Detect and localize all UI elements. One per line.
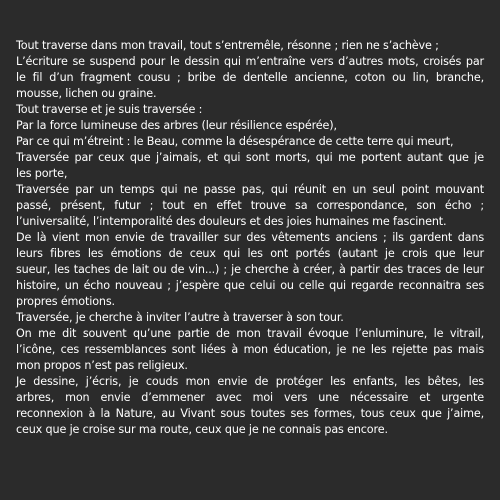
text-line-21: mon propos n’est pas religieux. [16, 359, 188, 372]
text-line-22: Je dessine, j’écris, je couds mon envie de protéger les enfants, les bêtes, les [16, 375, 484, 388]
text-line-20: l’icône, ces ressemblances sont liées à mon éducation, je ne les rejette pas mais [16, 343, 484, 356]
text-line-4: mousse, lichen ou graine. [16, 87, 157, 100]
text-line-15: sueur, les taches de lait ou de vin...) ; je cherche à créer, à partir des traces de leur [16, 263, 484, 276]
text-line-6: Par la force lumineuse des arbres (leur résilience espérée), [16, 119, 337, 132]
text-line-13: De là vient mon envie de travailler sur des vêtements anciens ; ils gardent dans [16, 231, 484, 244]
text-line-14: leurs fibres les émotions de ceux qui les ont portés (autant je crois que leur [16, 247, 484, 260]
text-line-3: le fil d’un fragment cousu ; bribe de dentelle ancienne, coton ou lin, branche, [16, 71, 484, 84]
text-line-18: Traversée, je cherche à inviter l’autre à traverser à son tour. [16, 311, 344, 324]
text-line-5: Tout traverse et je suis traversée : [16, 103, 203, 116]
text-line-9: les porte, [16, 167, 68, 180]
text-line-19: On me dit souvent qu’une partie de mon travail évoque l’enluminure, le vitrail, [16, 327, 484, 340]
text-line-23: arbres, mon envie d’emmener avec moi vers une nécessaire et urgente [16, 391, 484, 404]
text-line-10: Traversée par un temps qui ne passe pas, qui réunit en un seul point mouvant [16, 183, 484, 196]
text-line-11: passé, présent, futur ; tout en effet trouve sa correspondance, son écho ; [16, 199, 484, 212]
text-line-17: propres émotions. [16, 295, 115, 308]
text-line-16: histoire, un écho nouveau ; j’espère que celui ou celle qui regarde reconnaitra ses [16, 279, 484, 292]
text-line-24: reconnexion à la Nature, au Vivant sous toutes ses formes, tous ceux que j’aime, [16, 407, 484, 420]
text-line-8: Traversée par ceux que j’aimais, et qui sont morts, qui me portent autant que je [16, 151, 484, 164]
text-line-7: Par ce qui m’étreint : le Beau, comme la désespérance de cette terre qui meurt, [16, 135, 454, 148]
text-line-1: Tout traverse dans mon travail, tout s’entremêle, résonne ; rien ne s’achève ; [16, 39, 439, 52]
document-text [16, 38, 484, 438]
text-line-12: l’universalité, l’intemporalité des douleurs et des joies humaines me fascinent. [16, 215, 447, 228]
text-line-2: L’écriture se suspend pour le dessin qui m’entraîne vers d’autres mots, croisés par [16, 55, 484, 68]
text-line-25: ceux que je croise sur ma route, ceux que je ne connais pas encore. [16, 423, 388, 436]
